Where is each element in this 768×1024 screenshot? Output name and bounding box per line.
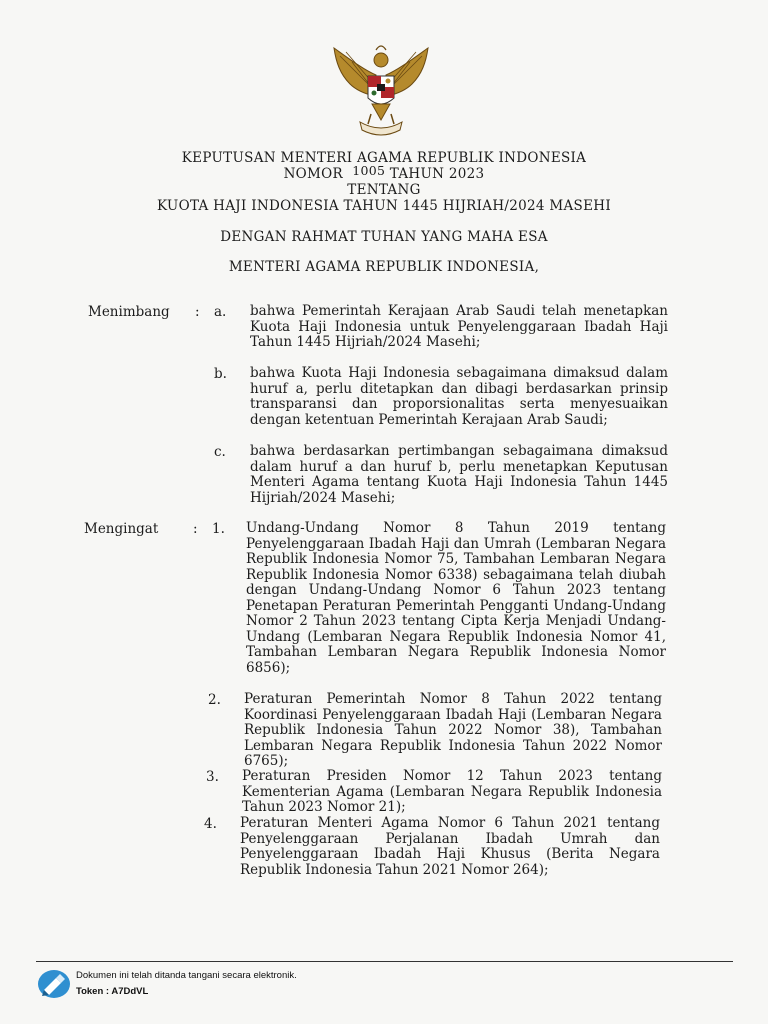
blessing-line: DENGAN RAHMAT TUHAN YANG MAHA ESA [220,229,548,245]
nomor-number: 1005 [352,163,386,178]
mengingat-marker-4: 4. [204,816,217,832]
tentang-label: TENTANG [347,182,421,198]
garuda-emblem-icon [326,40,436,140]
mengingat-marker-1: 1. [212,521,225,537]
menimbang-marker-c: c. [214,444,226,460]
nomor-suffix: TAHUN 2023 [389,166,485,182]
menimbang-marker-a: a. [214,304,227,320]
mengingat-item-2: Peraturan Pemerintah Nomor 8 Tahun 2022 tentang Koordinasi Penyelenggaraan Ibadah Haji (Lembaran Negara Republik Indonesia Tahun 2022 Nomor 38), Tambahan Lembaran Negara Republik Indonesia Tahun 2022 Nomor 6765); [244,691,662,769]
menimbang-colon: : [195,304,200,320]
decree-number [0,163,768,182]
decree-subject: KUOTA HAJI INDONESIA TAHUN 1445 HIJRIAH/2024 MASEHI [157,198,611,214]
mengingat-item-4: Peraturan Menteri Agama Nomor 6 Tahun 2021 tentang Penyelenggaraan Perjalanan Ibadah Umrah dan Penyelenggaraan Ibadah Haji Khusus (Berita Negara Republik Indonesia Tahun 2021 Nomor 264); [240,815,660,878]
menimbang-item-a: bahwa Pemerintah Kerajaan Arab Saudi telah menetapkan Kuota Haji Indonesia untuk Penyelenggaraan Ibadah Haji Tahun 1445 Hijriah/2024 Masehi; [250,303,668,350]
nomor-prefix: NOMOR [283,166,343,182]
menimbang-item-b: bahwa Kuota Haji Indonesia sebagaimana dimaksud dalam huruf a, perlu ditetapkan dan dibagi berdasarkan prinsip transparansi dan proporsionalitas serta menyesuaikan dengan ketentuan Pemerintah Kerajaan Arab Saudi; [250,365,668,428]
decree-title: KEPUTUSAN MENTERI AGAMA REPUBLIK INDONESIA [181,150,587,166]
mengingat-item-1: Undang-Undang Nomor 8 Tahun 2019 tentang Penyelenggaraan Ibadah Haji dan Umrah (Lembaran Negara Republik Indonesia Nomor 75, Tambahan Lembaran Negara Republik Indonesia Nomor 6338) sebagaimana telah diubah dengan Undang-Undang Nomor 6 Tahun 2023 tentang Penetapan Peraturan Pemerintah Pengganti Undang-Undang Nomor 2 Tahun 2023 tentang Cipta Kerja Menjadi Undang-Undang (Lembaran Negara Republik Indonesia Nomor 41, Tambahan Lembaran Negara Republik Indonesia Nomor 6856); [246,520,666,676]
mengingat-item-3: Peraturan Presiden Nomor 12 Tahun 2023 tentang Kementerian Agama (Lembaran Negara Republik Indonesia Tahun 2023 Nomor 21); [242,768,662,815]
e-signature-note: Dokumen ini telah ditanda tangani secara elektronik. [76,970,297,981]
mengingat-marker-3: 3. [206,769,219,785]
mengingat-marker-2: 2. [208,692,221,708]
footer-divider [36,961,733,962]
mengingat-colon: : [193,521,198,537]
issuer-line: MENTERI AGAMA REPUBLIK INDONESIA, [228,259,540,275]
menimbang-label: Menimbang [88,304,170,320]
mengingat-label: Mengingat [84,521,159,537]
menimbang-marker-b: b. [214,366,227,382]
menimbang-item-c: bahwa berdasarkan pertimbangan sebagaimana dimaksud dalam huruf a dan huruf b, perlu menetapkan Keputusan Menteri Agama tentang Kuota Haji Indonesia Tahun 1445 Hijriah/2024 Masehi; [250,443,668,506]
e-signature-icon [36,968,72,1000]
e-signature-token: Token : A7DdVL [76,986,149,997]
